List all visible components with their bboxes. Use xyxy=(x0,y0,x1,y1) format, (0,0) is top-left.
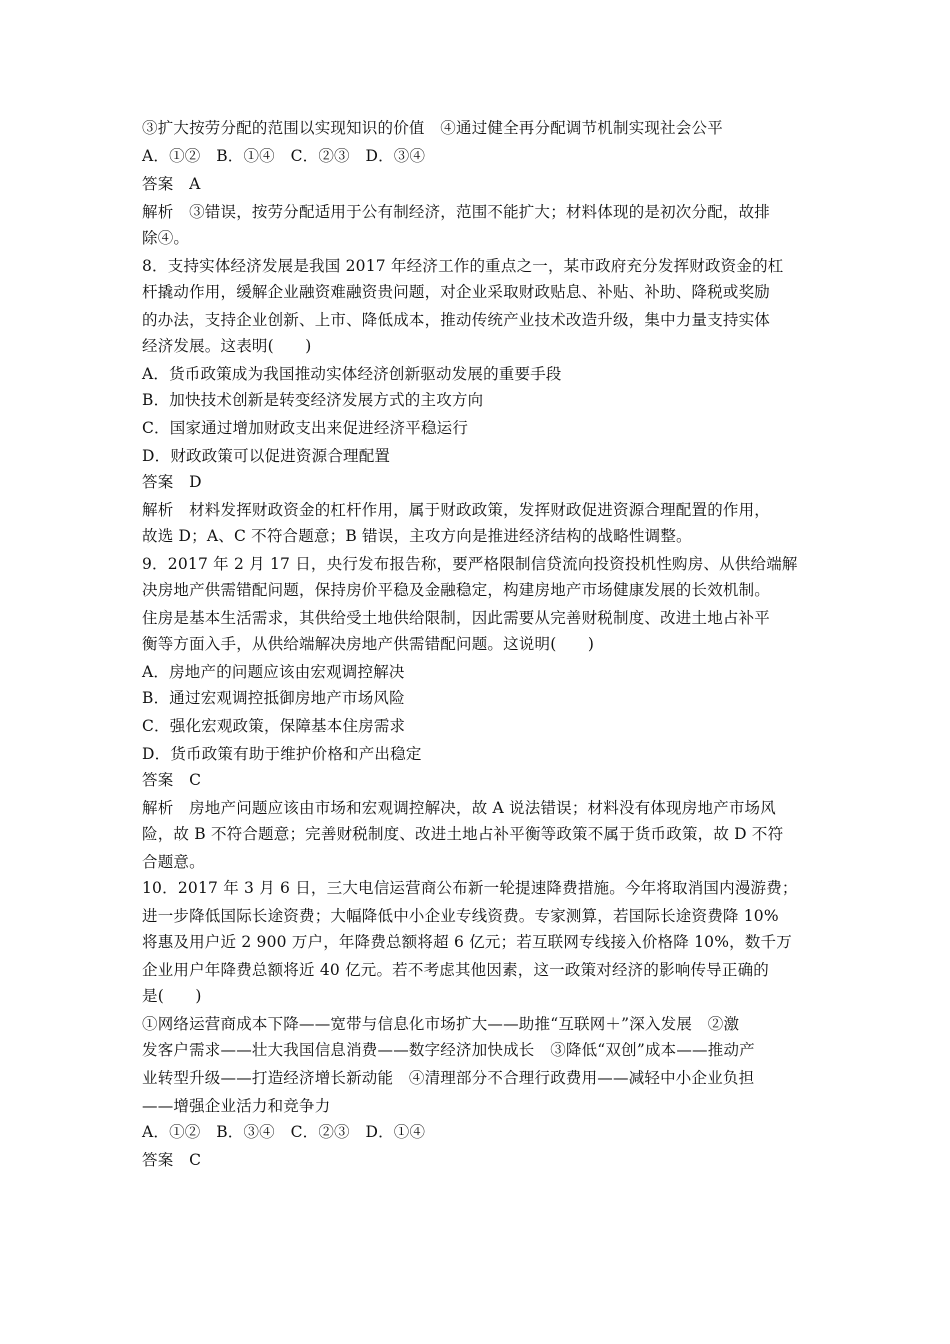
text-line: C．国家通过增加财政支出来促进经济平稳运行 xyxy=(142,419,469,437)
text-line: A．①② B．③④ C．②③ D．①④ xyxy=(142,1123,426,1141)
text-line: 10．2017 年 3 月 6 日，三大电信运营商公布新一轮提速降费措施。今年将取消国内漫游费； xyxy=(142,879,798,897)
text-line: 答案 D xyxy=(142,473,202,491)
text-line: 进一步降低国际长途资费；大幅降低中小企业专线资费。专家测算，若国际长途资费降 10% xyxy=(142,907,779,925)
text-line: 故选 D；A、C 不符合题意；B 错误，主攻方向是推进经济结构的战略性调整。 xyxy=(142,527,692,545)
text-line: B．通过宏观调控抵御房地产市场风险 xyxy=(142,689,405,707)
text-line: 答案 A xyxy=(142,175,201,193)
text-line: 答案 C xyxy=(142,771,202,789)
text-line: 杆撬动作用，缓解企业融资难融资贵问题，对企业采取财政贴息、补贴、补助、降税或奖励 xyxy=(142,283,771,301)
text-line: ——增强企业活力和竞争力 xyxy=(142,1097,331,1115)
text-line: A．①② B．①④ C．②③ D．③④ xyxy=(142,147,426,165)
text-line: 住房是基本生活需求，其供给受土地供给限制，因此需要从完善财税制度、改进土地占补平 xyxy=(142,609,771,627)
text-line: A．房地产的问题应该由宏观调控解决 xyxy=(142,663,405,681)
text-line: 企业用户年降费总额将近 40 亿元。若不考虑其他因素，这一政策对经济的影响传导正确的 xyxy=(142,961,769,979)
text-line: 将惠及用户近 2 900 万户，年降费总额将超 6 亿元；若互联网专线接入价格降 10%，数千万 xyxy=(142,933,792,951)
text-line: 经济发展。这表明( ) xyxy=(142,337,312,355)
text-line: 8．支持实体经济发展是我国 2017 年经济工作的重点之一，某市政府充分发挥财政资金的杠 xyxy=(142,257,784,275)
text-line: 解析 材料发挥财政资金的杠杆作用，属于财政政策，发挥财政促进资源合理配置的作用， xyxy=(142,501,771,519)
text-line: 9．2017 年 2 月 17 日，央行发布报告称，要严格限制信贷流向投资投机性购房、从供给端解 xyxy=(142,555,798,573)
text-line: ③扩大按劳分配的范围以实现知识的价值 ④通过健全再分配调节机制实现社会公平 xyxy=(142,119,723,137)
text-line: 险，故 B 不符合题意；完善财税制度、改进土地占补平衡等政策不属于货币政策，故 D 不符 xyxy=(142,825,784,843)
text-line: D．财政政策可以促进资源合理配置 xyxy=(142,447,391,465)
text-line: 衡等方面入手，从供给端解决房地产供需错配问题。这说明( ) xyxy=(142,635,595,653)
text-line: 答案 C xyxy=(142,1151,202,1169)
text-line: 是( ) xyxy=(142,987,202,1005)
text-line: B．加快技术创新是转变经济发展方式的主攻方向 xyxy=(142,391,484,409)
text-line: 解析 ③错误，按劳分配适用于公有制经济，范围不能扩大；材料体现的是初次分配，故排 xyxy=(142,203,771,221)
text-line: 业转型升级——打造经济增长新动能 ④清理部分不合理行政费用——减轻中小企业负担 xyxy=(142,1069,755,1087)
text-line: 合题意。 xyxy=(142,853,205,871)
text-line: 的办法，支持企业创新、上市、降低成本，推动传统产业技术改造升级，集中力量支持实体 xyxy=(142,311,771,329)
text-line: ①网络运营商成本下降——宽带与信息化市场扩大——助推“互联网＋”深入发展 ②激 xyxy=(142,1015,740,1033)
text-line: 发客户需求——壮大我国信息消费——数字经济加快成长 ③降低“双创”成本——推动产 xyxy=(142,1041,755,1059)
text-line: C．强化宏观政策，保障基本住房需求 xyxy=(142,717,406,735)
text-line: 除④。 xyxy=(142,229,190,247)
text-line: 决房地产供需错配问题，保持房价平稳及金融稳定，构建房地产市场健康发展的长效机制。 xyxy=(142,581,771,599)
text-line: A．货币政策成为我国推动实体经济创新驱动发展的重要手段 xyxy=(142,365,562,383)
text-line: D．货币政策有助于维护价格和产出稳定 xyxy=(142,745,422,763)
text-line: 解析 房地产问题应该由市场和宏观调控解决，故 A 说法错误；材料没有体现房地产市场风 xyxy=(142,799,776,817)
